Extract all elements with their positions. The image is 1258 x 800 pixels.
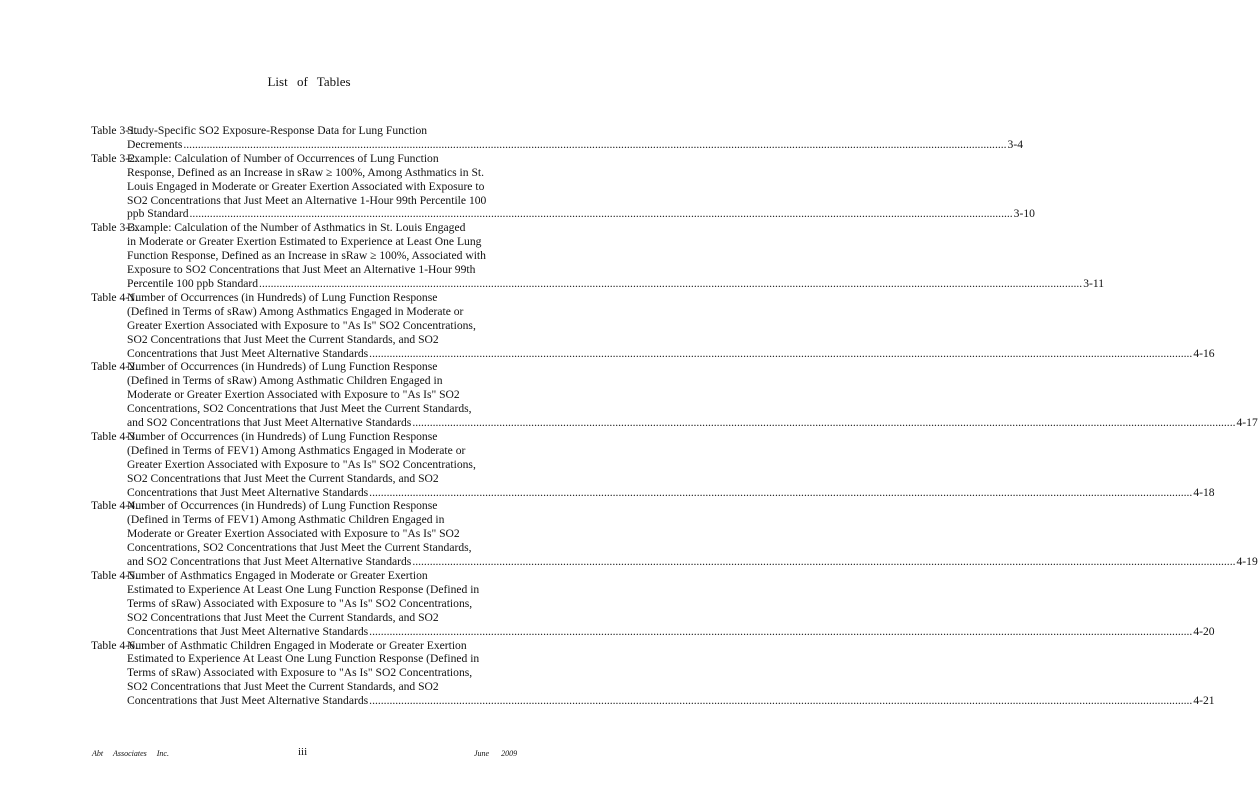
table-title-line: Number of Occurrences (in Hundreds) of Lung Function Response bbox=[127, 429, 438, 443]
table-label: Table 3-3. bbox=[91, 221, 138, 235]
footer-date: June 2009 bbox=[474, 749, 518, 758]
table-title-line: (Defined in Terms of FEV1) Among Asthmatic Children Engaged in bbox=[127, 513, 445, 527]
dot-leader bbox=[259, 277, 1082, 291]
table-title-last-line: Concentrations that Just Meet Alternative Standards bbox=[127, 485, 369, 499]
table-list bbox=[91, 124, 1258, 708]
table-title-line: Concentrations, SO2 Concentrations that Just Meet the Current Standards, bbox=[127, 541, 472, 555]
page-number: 3-4 bbox=[1007, 137, 1023, 151]
dot-leader bbox=[412, 416, 1235, 430]
page-number: 4-16 bbox=[1193, 346, 1215, 360]
table-title-line: Moderate or Greater Exertion Associated with Exposure to "As Is" SO2 bbox=[127, 388, 460, 402]
page-title: List of Tables bbox=[267, 74, 351, 89]
table-title-line: SO2 Concentrations that Just Meet the Current Standards, and SO2 bbox=[127, 680, 439, 694]
table-title-line: Example: Calculation of Number of Occurrences of Lung Function bbox=[127, 151, 439, 165]
page-number: 4-18 bbox=[1193, 485, 1215, 499]
table-label: Table 3-1. bbox=[91, 124, 138, 137]
table-title-line: (Defined in Terms of sRaw) Among Asthmatics Engaged in Moderate or bbox=[127, 304, 464, 318]
table-title-line: Louis Engaged in Moderate or Greater Exertion Associated with Exposure to bbox=[127, 179, 485, 193]
footer-page-number: iii bbox=[298, 746, 308, 758]
table-title-line: Number of Occurrences (in Hundreds) of Lung Function Response bbox=[127, 290, 438, 304]
table-title-last-line: Decrements bbox=[127, 137, 183, 151]
table-entry[interactable] bbox=[91, 124, 1023, 152]
page-number: 4-19 bbox=[1236, 555, 1258, 569]
table-entry[interactable] bbox=[91, 429, 1215, 500]
page-number: 4-20 bbox=[1193, 624, 1215, 638]
table-title-line: Moderate or Greater Exertion Associated with Exposure to "As Is" SO2 bbox=[127, 527, 460, 541]
dot-leader bbox=[369, 347, 1192, 361]
footer-organization: Abt Associates Inc. bbox=[92, 749, 169, 758]
table-title-last-line: Concentrations that Just Meet Alternative Standards bbox=[127, 624, 369, 638]
table-title-line: SO2 Concentrations that Just Meet the Current Standards, and SO2 bbox=[127, 332, 439, 346]
table-entry[interactable] bbox=[91, 151, 1035, 222]
table-title-last-line: Concentrations that Just Meet Alternative Standards bbox=[127, 346, 369, 360]
table-label: Table 4-3. bbox=[91, 429, 138, 443]
table-title-line: Function Response, Defined as an Increase in sRaw ≥ 100%, Associated with bbox=[127, 249, 486, 263]
table-title-line: Greater Exertion Associated with Exposure to "As Is" SO2 Concentrations, bbox=[127, 318, 476, 332]
table-title-last-line: and SO2 Concentrations that Just Meet Alternative Standards bbox=[127, 555, 412, 569]
dot-leader bbox=[369, 694, 1192, 708]
dot-leader bbox=[369, 625, 1192, 639]
dot-leader bbox=[412, 555, 1235, 569]
table-title-last-line: Percentile 100 ppb Standard bbox=[127, 276, 259, 290]
page-footer bbox=[0, 746, 618, 762]
table-label: Table 4-2. bbox=[91, 360, 138, 374]
table-entry[interactable] bbox=[91, 638, 1215, 709]
dot-leader bbox=[369, 486, 1192, 500]
table-title-line: Terms of sRaw) Associated with Exposure to "As Is" SO2 Concentrations, bbox=[127, 666, 473, 680]
table-title-line: Number of Occurrences (in Hundreds) of Lung Function Response bbox=[127, 499, 438, 513]
table-entry[interactable] bbox=[91, 569, 1215, 639]
table-title-line: Concentrations, SO2 Concentrations that Just Meet the Current Standards, bbox=[127, 402, 472, 416]
table-title-line: (Defined in Terms of sRaw) Among Asthmatic Children Engaged in bbox=[127, 374, 443, 388]
table-title-line: Example: Calculation of the Number of Asthmatics in St. Louis Engaged bbox=[127, 221, 466, 235]
table-title-line: Number of Asthmatics Engaged in Moderate or Greater Exertion bbox=[127, 569, 428, 582]
page-number: 4-17 bbox=[1236, 416, 1258, 430]
table-title-line: Estimated to Experience At Least One Lung Function Response (Defined in bbox=[127, 652, 480, 666]
table-entry[interactable] bbox=[91, 290, 1215, 361]
dot-leader bbox=[190, 207, 1013, 221]
table-title-line: Greater Exertion Associated with Exposure to "As Is" SO2 Concentrations, bbox=[127, 457, 476, 471]
table-title-last-line: ppb Standard bbox=[127, 207, 189, 221]
table-title-line: Response, Defined as an Increase in sRaw ≥ 100%, Among Asthmatics in St. bbox=[127, 165, 485, 179]
table-title-line: in Moderate or Greater Exertion Estimated to Experience at Least One Lung bbox=[127, 235, 482, 249]
table-label: Table 4-5. bbox=[91, 569, 138, 582]
table-title-line: Estimated to Experience At Least One Lung Function Response (Defined in bbox=[127, 582, 480, 596]
table-entry[interactable] bbox=[91, 221, 1105, 291]
table-title-line: (Defined in Terms of FEV1) Among Asthmatics Engaged in Moderate or bbox=[127, 443, 466, 457]
page-number: 3-10 bbox=[1013, 207, 1035, 221]
table-title-line: SO2 Concentrations that Just Meet the Current Standards, and SO2 bbox=[127, 471, 439, 485]
table-title-line: Study-Specific SO2 Exposure-Response Data for Lung Function bbox=[127, 124, 428, 137]
page-number: 3-11 bbox=[1083, 276, 1105, 290]
table-title-last-line: and SO2 Concentrations that Just Meet Alternative Standards bbox=[127, 416, 412, 430]
table-title-line: Terms of sRaw) Associated with Exposure to "As Is" SO2 Concentrations, bbox=[127, 596, 473, 610]
table-entry[interactable] bbox=[91, 499, 1258, 569]
dot-leader bbox=[183, 138, 1006, 152]
table-label: Table 3-2. bbox=[91, 151, 138, 165]
table-title-line: Number of Occurrences (in Hundreds) of Lung Function Response bbox=[127, 360, 438, 374]
page-number: 4-21 bbox=[1193, 694, 1215, 708]
table-label: Table 4-4. bbox=[91, 499, 138, 513]
table-label: Table 4-6. bbox=[91, 638, 138, 652]
table-title-line: Exposure to SO2 Concentrations that Just Meet an Alternative 1-Hour 99th bbox=[127, 263, 476, 277]
table-label: Table 4-1. bbox=[91, 290, 138, 304]
table-title-line: SO2 Concentrations that Just Meet an Alternative 1-Hour 99th Percentile 100 bbox=[127, 193, 487, 207]
table-title-line: SO2 Concentrations that Just Meet the Current Standards, and SO2 bbox=[127, 610, 439, 624]
table-entry[interactable] bbox=[91, 360, 1258, 430]
table-title-line: Number of Asthmatic Children Engaged in Moderate or Greater Exertion bbox=[127, 638, 467, 652]
table-title-last-line: Concentrations that Just Meet Alternative Standards bbox=[127, 694, 369, 708]
